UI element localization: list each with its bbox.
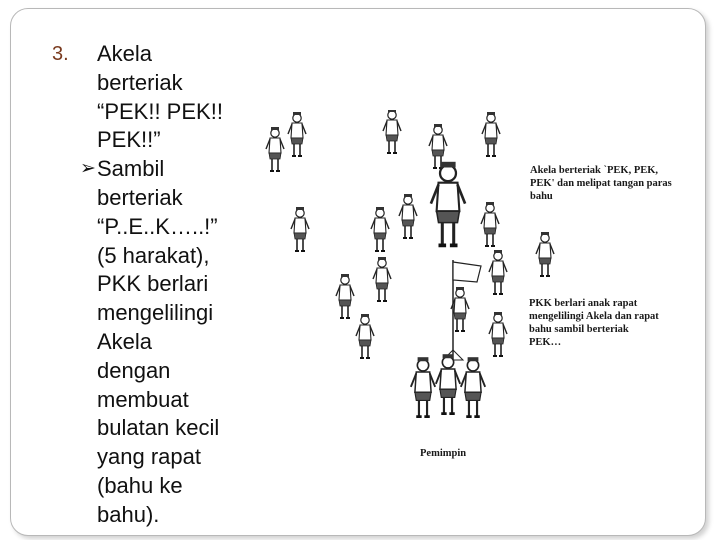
bullet-item	[52, 155, 262, 529]
akela-figure	[431, 162, 465, 246]
scout-figure	[356, 314, 374, 358]
bullet-line: berteriak	[97, 184, 183, 210]
scout-figure	[536, 232, 554, 276]
bullet-line: Sambil	[97, 156, 165, 182]
scout-figure	[371, 207, 389, 251]
caption-line: bahu sambil berteriak	[529, 324, 629, 335]
scout-figure	[373, 257, 391, 301]
bullet-line: bulatan kecil	[97, 415, 220, 441]
item-line: PEK!!”	[97, 127, 161, 153]
bullet-line: mengelilingi	[97, 300, 214, 326]
bullet-line: dengan	[97, 357, 171, 383]
bullet-line: “P..E..K…..!”	[97, 213, 218, 239]
caption-line: PKK berlari anak rapat	[529, 298, 638, 309]
numbered-item	[52, 40, 262, 155]
bullet-line: yang rapat	[97, 444, 201, 470]
arrow-bullet-icon: ➢	[80, 158, 96, 180]
bullet-line: (5 harakat),	[97, 242, 210, 268]
caption-pkk	[529, 297, 679, 349]
scout-figure	[481, 202, 499, 246]
item-line: “PEK!! PEK!!	[97, 98, 223, 124]
item-line: Akela	[97, 41, 153, 66]
scout-figure	[399, 194, 417, 238]
scout-figure	[383, 110, 401, 153]
scout-figure	[288, 112, 306, 156]
bullet-line: bahu).	[97, 501, 160, 527]
caption-akela	[530, 164, 695, 203]
caption-line: mengelilingi Akela dan rapat	[529, 311, 659, 322]
leader-figure	[461, 357, 485, 416]
bullet-line: PKK berlari	[97, 271, 209, 297]
item-number: 3.	[52, 43, 69, 65]
caption-line: PEK…	[529, 337, 562, 348]
scout-figure	[266, 127, 284, 171]
caption-pemimpin: Pemimpin	[420, 448, 467, 459]
bullet-line: Akela	[97, 328, 153, 354]
bullet-line: membuat	[97, 386, 189, 412]
leader-figure	[436, 354, 460, 413]
item-line: berteriak	[97, 69, 183, 95]
scout-figure	[489, 250, 507, 294]
scout-figure	[482, 112, 500, 156]
scout-figure	[429, 124, 447, 168]
caption-line: Akela berteriak `PEK, PEK,	[530, 165, 659, 176]
scout-figure	[336, 274, 354, 318]
scout-figure	[291, 207, 309, 251]
caption-line: bahu	[530, 191, 553, 202]
leader-figure	[411, 357, 435, 416]
slide-text-block	[52, 40, 262, 530]
caption-line: PEK' dan melipat tangan paras	[530, 178, 672, 189]
bullet-line: (bahu ke	[97, 472, 183, 498]
scout-figure	[489, 312, 507, 356]
